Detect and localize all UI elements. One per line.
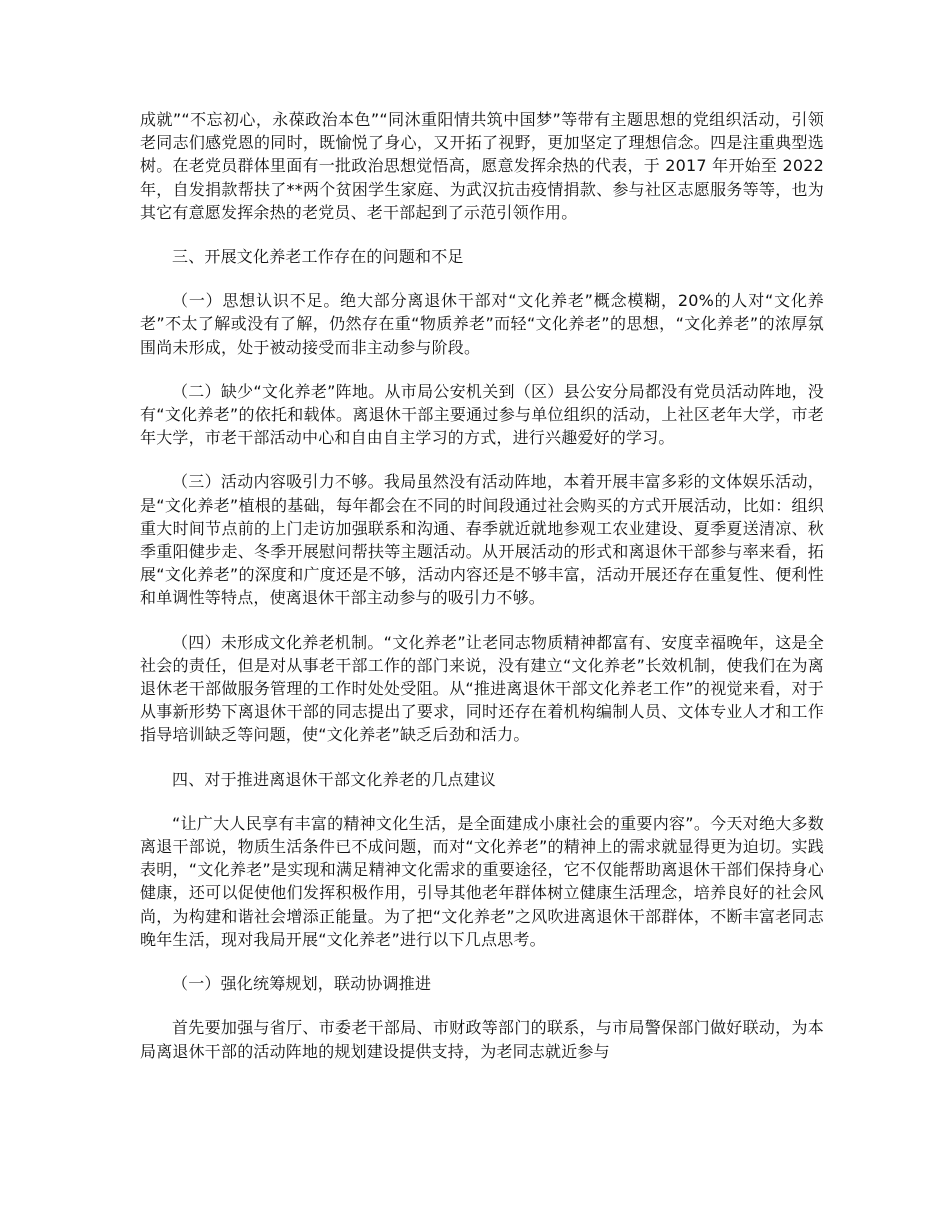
paragraph-activity-appeal: （三）活动内容吸引力不够。我局虽然没有活动阵地，本着开展丰富多彩的文体娱乐活动，是“文化养老”植根的基础，每年都会在不同的时间段通过社会购买的方式开展活动，比如：组织重大时间节点前的上门走访加强联系和沟通、春季就近就地参观工农业建设、夏季夏送清凉、秋季重阳健步走、冬季开展慰问帮扶等主题活动。从开展活动的形式和离退休干部参与率来看，拓展“文化养老”的深度和广度还是不够，活动内容还是不够丰富，活动开展还存在重复性、便利性和单调性等特点，使离退休干部主动参与的吸引力不够。 <box>140 472 824 608</box>
paragraph-suggestions-intro: “让广大人民享有丰富的精神文化生活，是全面建成小康社会的重要内容”。今天对绝大多数离退干部说，物质生活条件已不成问题，而对“文化养老”的精神上的需求就显得更为迫切。实践表明，“文化养老”是实现和满足精神文化需求的重要途径，它不仅能帮助离退休干部们保持身心健康，还可以促使他们发挥积极作用，引导其他老年群体树立健康生活理念，培养良好的社会风尚，为构建和谐社会增添正能量。为了把“文化养老”之风吹进离退休干部群体，不断丰富老同志晚年生活，现对我局开展“文化养老”进行以下几点思考。 <box>140 813 824 949</box>
paragraph-planning: 首先要加强与省厅、市委老干部局、市财政等部门的联系，与市局警保部门做好联动，为本局离退休干部的活动阵地的规划建设提供支持，为老同志就近参与 <box>140 1018 824 1061</box>
document-page <box>140 108 824 1084</box>
paragraph-insufficient-awareness: （一）思想认识不足。绝大部分离退休干部对“文化养老”概念模糊，20%的人对“文化养老”不太了解或没有了解，仍然存在重“物质养老”而轻“文化养老”的思想，“文化养老”的浓厚氛围尚未形成，处于被动接受而非主动参与阶段。 <box>140 291 824 357</box>
paragraph-no-mechanism: （四）未形成文化养老机制。“文化养老”让老同志物质精神都富有、安度幸福晚年，这是全社会的责任，但是对从事老干部工作的部门来说，没有建立“文化养老”长效机制，使我们在为离退休老干部做服务管理的工作时处处受阻。从“推进离退休干部文化养老工作”的视觉来看，对于从事新形势下离退休干部的同志提出了要求，同时还存在着机构编制人员、文体专业人才和工作指导培训缺乏等问题，使“文化养老”缺乏后劲和活力。 <box>140 632 824 745</box>
paragraph-continuation: 成就”“不忘初心，永葆政治本色”“同沐重阳情共筑中国梦”等带有主题思想的党组织活动，引领老同志们感党恩的同时，既愉悦了身心，又开拓了视野，更加坚定了理想信念。四是注重典型选树。在老党员群体里面有一批政治思想觉悟高，愿意发挥余热的代表，于 2017 年开始至 2022 年，自发捐款帮扶了**两个贫困学生家庭、为武汉抗击疫情捐款、参与社区志愿服务等等，也为其它有意愿发挥余热的老党员、老干部起到了示范引领作用。 <box>140 110 824 222</box>
section-heading-problems: 三、开展文化养老工作存在的问题和不足 <box>172 247 464 267</box>
section-heading-suggestions: 四、对于推进离退休干部文化养老的几点建议 <box>172 769 497 789</box>
subheading-planning: （一）强化统筹规划，联动协调推进 <box>172 974 432 994</box>
paragraph-lack-of-venues: （二）缺少“文化养老”阵地。从市局公安机关到（区）县公安分局都没有党员活动阵地，没有“文化养老”的依托和载体。离退休干部主要通过参与单位组织的活动，上社区老年大学，市老年大学，市老干部活动中心和自由自主学习的方式，进行兴趣爱好的学习。 <box>140 381 824 448</box>
